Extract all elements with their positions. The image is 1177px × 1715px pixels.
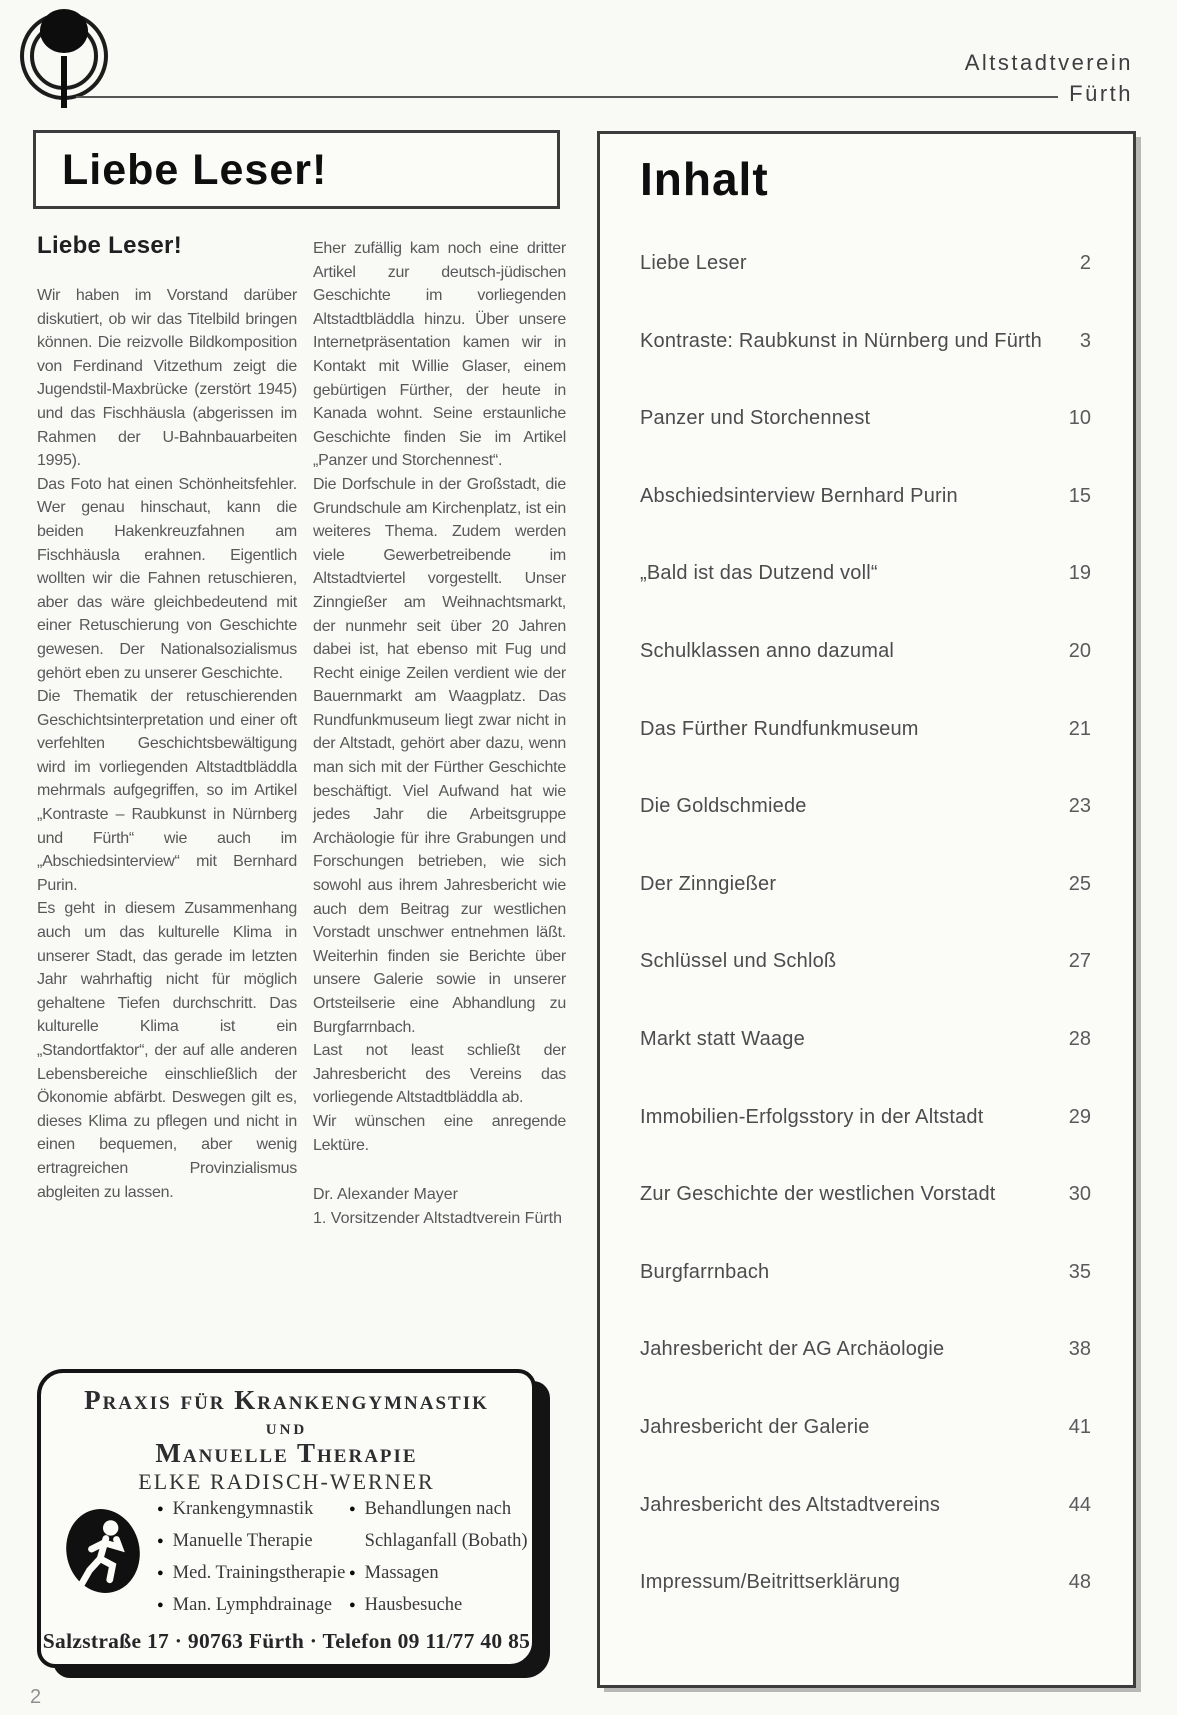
toc-entry-label: Schlüssel und Schloß (640, 950, 837, 973)
toc-entry (600, 795, 1133, 873)
toc-entry-label: Burgfarrnbach (640, 1260, 770, 1283)
toc-entry-page: 25 (1068, 872, 1091, 895)
ad-service-item (157, 1557, 349, 1589)
bullet-icon: ● (349, 1567, 356, 1579)
ad-service-item (349, 1589, 535, 1621)
toc-entry (600, 950, 1133, 1028)
toc-entry (600, 1416, 1133, 1494)
editorial-left-column (37, 232, 297, 1204)
editorial-paragraph: Last not least schließt der Jahresbericht des Vereins das vorliegende Altstadtbläddla ab. (313, 1042, 566, 1107)
ad-service-label: Manuelle Therapie (172, 1531, 313, 1551)
toc-entry-label: Impressum/Beitrittserklärung (640, 1571, 901, 1594)
ad-service-item (349, 1493, 535, 1557)
editorial-column-heading: Liebe Leser! (37, 232, 182, 259)
toc-entry-label: Jahresbericht der Galerie (640, 1415, 870, 1438)
toc-entry-page: 28 (1068, 1027, 1091, 1050)
toc-entry (600, 330, 1133, 408)
bullet-icon: ● (349, 1503, 356, 1515)
org-city: Fürth (1069, 81, 1133, 106)
toc-entry-label: Jahresbericht des Altstadtvereins (640, 1493, 941, 1516)
toc-entry-label: „Bald ist das Dutzend voll“ (640, 562, 878, 585)
toc-entry (600, 1106, 1133, 1184)
advertisement-box (37, 1369, 536, 1668)
editorial-right-paragraphs (313, 237, 566, 1157)
editorial-paragraph: Wir wünschen eine anregende Lektüre. (313, 1112, 566, 1154)
editorial-left-paragraphs (37, 284, 297, 1204)
toc-entry-page: 29 (1068, 1105, 1091, 1128)
ad-services-left (157, 1493, 349, 1621)
toc-title: Inhalt (640, 153, 769, 205)
toc-entry-page: 19 (1068, 562, 1091, 585)
toc-entry-label: Abschiedsinterview Bernhard Purin (640, 484, 958, 507)
bullet-icon: ● (157, 1567, 164, 1579)
toc-entry (600, 252, 1133, 330)
editorial-paragraph: Die Thematik der retuschierenden Geschichtsinterpretation und einer oft verfehlten Geschichtsbewältigung wird im vorliegenden Altstadtbläddla mehrmals aufgegriffen, so im Artikel „Kontraste – Raubkunst in Nürnberg und Fürth“ wie auch im „Abschiedsinterview“ mit Bernhard Purin. (37, 688, 297, 894)
toc-entry (600, 1261, 1133, 1339)
toc-entry (600, 1183, 1133, 1261)
toc-entry-page: 3 (1079, 329, 1091, 352)
ad-service-label: Man. Lymphdrainage (172, 1595, 332, 1615)
toc-entry-label: Zur Geschichte der westlichen Vorstadt (640, 1183, 996, 1206)
toc-entry (600, 407, 1133, 485)
ad-services-right (349, 1493, 535, 1621)
editorial-box-title: Liebe Leser! (62, 146, 328, 194)
toc-entry-page: 30 (1068, 1183, 1091, 1206)
editorial-title-box (33, 130, 560, 209)
toc-entry-page: 35 (1068, 1260, 1091, 1283)
toc-entry (600, 640, 1133, 718)
toc-entry-label: Kontraste: Raubkunst in Nürnberg und Fürth (640, 329, 1042, 352)
toc-entry (600, 1338, 1133, 1416)
toc-entry (600, 485, 1133, 563)
editorial-paragraph: Die Dorfschule in der Großstadt, die Grundschule am Kirchenplatz, ist ein weiteres Thema. Zudem werden viele Gewerbetreibende im Altstadtviertel vorgestellt. Unser Zinngießer am Weihnachtsmarkt, der nunmehr seit über 20 Jahren dabei ist, hat ebenso mit Fug und Recht einige Zeilen verdient wie der Bauernmarkt am Waagplatz. Das Rundfunkmuseum liegt zwar nicht in der Altstadt, gehört aber dazu, wenn man sich mit der Fürther Geschichte beschäftigt. Viel Aufwand hat wie jedes Jahr die Arbeitsgruppe Archäologie für ihre Grabungen und Forschungen betrieben, wie sich sowohl aus ihrem Jahresbericht wie auch dem Beitrag zur westlichen Vorstadt unschwer entnehmen läßt. Weiterhin finden sie Berichte über unsere Galerie sowie in unserer Ortsteilserie eine Abhandlung zu Burgfarrnbach. (313, 475, 566, 1036)
ad-service-label: Hausbesuche (364, 1595, 463, 1615)
toc-entry-page: 23 (1068, 795, 1091, 818)
toc-entry (600, 718, 1133, 796)
toc-entry (600, 1028, 1133, 1106)
toc-entry-label: Liebe Leser (640, 252, 747, 274)
ad-title-line2: und (265, 1415, 308, 1439)
signature-name: Dr. Alexander Mayer (313, 1186, 458, 1204)
signature-role: 1. Vorsitzender Altstadtverein Fürth (313, 1209, 563, 1227)
toc-entry-page: 15 (1068, 484, 1091, 507)
toc-entry-label: Markt statt Waage (640, 1027, 805, 1050)
editorial-middle-column (313, 237, 566, 1230)
page-number: 2 (30, 1686, 42, 1708)
toc-box (597, 131, 1136, 1688)
toc-entry (600, 562, 1133, 640)
ad-title-line4: ELKE RADISCH-WERNER (138, 1469, 435, 1494)
toc-entry-page: 48 (1068, 1571, 1091, 1594)
runner-icon (55, 1503, 151, 1604)
toc-list (600, 252, 1133, 1649)
toc-entry-page: 10 (1068, 407, 1091, 430)
bullet-icon: ● (157, 1535, 164, 1547)
editorial-paragraph: Wir haben im Vorstand darüber diskutiert, ob wir das Titelbild bringen können. Die reizvolle Bildkomposition von Ferdinand Vitzethum zeigt die Jugendstil-Maxbrücke (zerstört 1945) und das Fischhäusla (abgerissen im Rahmen der U-Bahnbauarbeiten 1995). (37, 287, 297, 470)
bullet-icon: ● (157, 1503, 164, 1515)
altstadtverein-logo-icon (14, 6, 122, 110)
toc-entry-label: Schulklassen anno dazumal (640, 639, 895, 662)
bullet-icon: ● (349, 1599, 356, 1611)
ad-services (157, 1493, 535, 1621)
ad-title-line3: Manuelle Therapie (155, 1438, 418, 1468)
bullet-icon: ● (157, 1599, 164, 1611)
signature-block (313, 1183, 566, 1230)
toc-entry-label: Die Goldschmiede (640, 795, 807, 818)
toc-entry (600, 1571, 1133, 1649)
toc-entry-page: 2 (1079, 252, 1091, 274)
ad-service-item (157, 1589, 349, 1621)
editorial-paragraph: Das Foto hat einen Schönheitsfehler. Wer genau hinschaut, kann die beiden Hakenkreuzfahnen am Fischhäusla erahnen. Eigentlich wollten wir die Fahnen retuschieren, aber das wäre gleichbedeutend mit einer Retuschierung von Geschichte gewesen. Der Nationalsozialismus gehört eben zu unserer Geschichte. (37, 475, 297, 682)
toc-entry-label: Das Fürther Rundfunkmuseum (640, 717, 919, 740)
org-name: Altstadtverein (964, 50, 1133, 75)
editorial-paragraph: Es geht in diesem Zusammenhang auch um das kulturelle Klima in unserer Stadt, das gerade im letzten Jahr wahrhaftig nicht für möglich gehaltene Tiefen durchschritt. Das kulturelle Klima ist ein „Standortfaktor“, der auf alle anderen Lebensbereiche einschließlich der Ökonomie abfärbt. Deswegen gilt es, dieses Klima zu pflegen und nicht in einen bequemen, aber wenig ertragreichen Provinzialismus abgleiten zu lassen. (37, 900, 297, 1201)
toc-entry-page: 21 (1068, 717, 1091, 740)
ad-title (41, 1386, 532, 1495)
ad-service-item (157, 1493, 349, 1525)
toc-entry-page: 41 (1068, 1415, 1091, 1438)
ad-address: Salzstraße 17 · 90763 Fürth · Telefon 09 11/77 40 85 (42, 1629, 531, 1653)
toc-entry-page: 44 (1068, 1493, 1091, 1516)
toc-entry (600, 1494, 1133, 1572)
toc-entry (600, 873, 1133, 951)
ad-service-label: Massagen (364, 1563, 439, 1583)
toc-entry-label: Panzer und Storchennest (640, 407, 871, 430)
toc-entry-page: 38 (1068, 1338, 1091, 1361)
toc-entry-label: Der Zinngießer (640, 872, 777, 895)
header-rule (76, 96, 1058, 98)
ad-service-label: Med. Trainingstherapie (172, 1563, 346, 1583)
ad-service-item (349, 1557, 535, 1589)
ad-title-line1: Praxis für Krankengymnastik (84, 1385, 489, 1415)
toc-entry-label: Jahresbericht der AG Archäologie (640, 1338, 945, 1361)
toc-entry-page: 27 (1068, 950, 1091, 973)
ad-service-label: Krankengymnastik (172, 1499, 314, 1519)
editorial-paragraph: Eher zufällig kam noch eine dritter Artikel zur deutsch-jüdischen Geschichte im vorliegenden Altstadtbläddla hinzu. Über unsere Internetpräsentation kamen wir in Kontakt mit Willie Glaser, einem gebürtigen Fürther, der heute in Kanada wohnt. Seine erstaunliche Geschichte finden Sie im Artikel „Panzer und Storchennest“. (313, 240, 566, 470)
ad-service-item (157, 1525, 349, 1557)
ad-service-label: Behandlungen nach Schlaganfall (Bobath) (364, 1499, 528, 1551)
toc-entry-page: 20 (1068, 639, 1091, 662)
toc-entry-label: Immobilien-Erfolgsstory in der Altstadt (640, 1105, 984, 1128)
